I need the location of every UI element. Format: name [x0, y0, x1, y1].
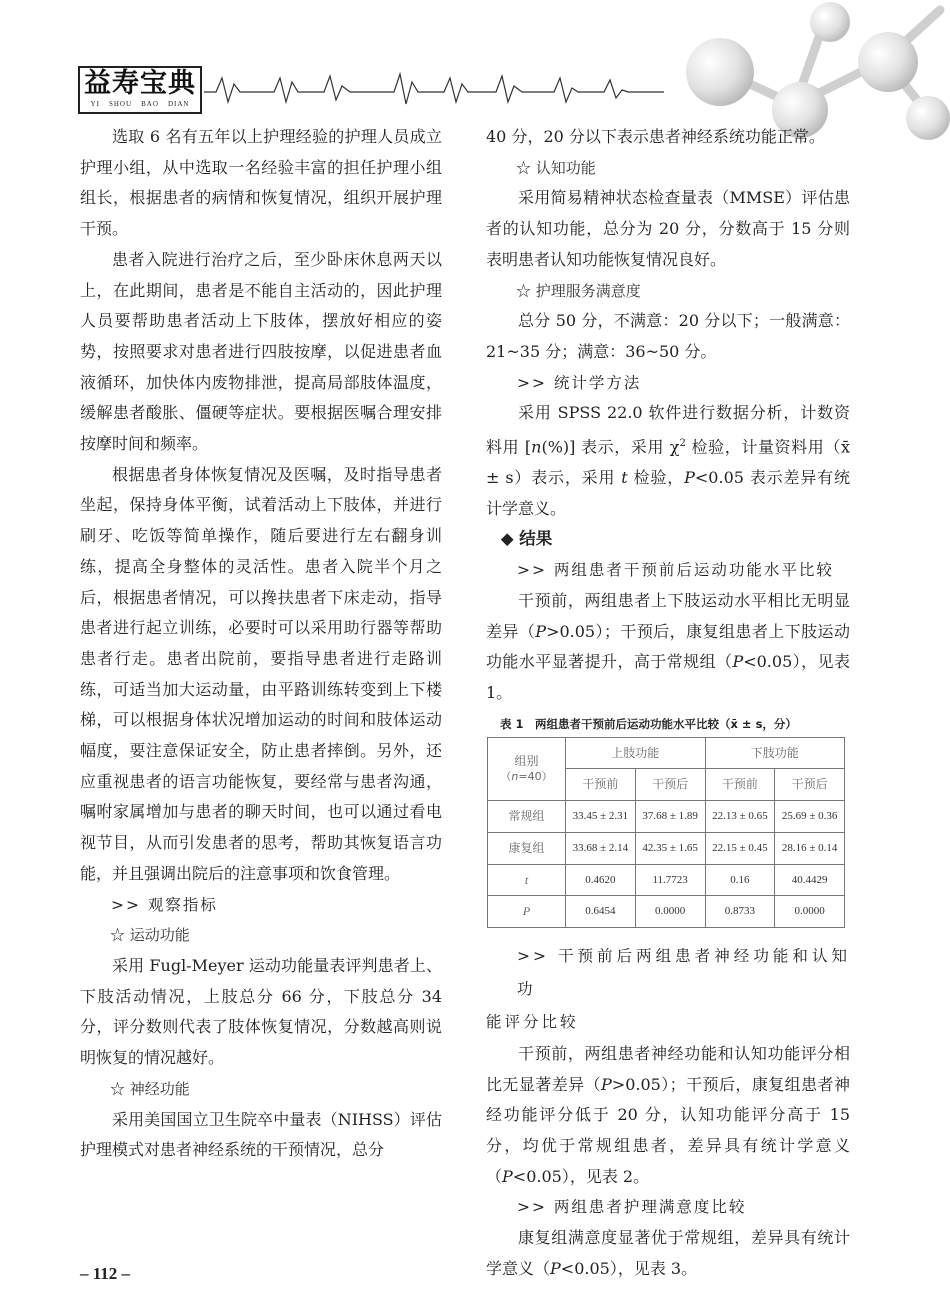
- table-row-label: 康复组: [488, 832, 566, 864]
- table-row: [488, 801, 845, 833]
- table-row-label: 常规组: [488, 801, 566, 833]
- table-header-after: 干预后: [635, 769, 705, 801]
- subheading-motor-function: ☆ 运动功能: [110, 926, 190, 945]
- table-header-lower-limb: 下肢功能: [705, 737, 845, 769]
- table-row-label: t: [488, 864, 566, 896]
- table-cell: 33.45 ± 2.31: [566, 801, 636, 833]
- pinyin-syllable: YI: [90, 100, 100, 108]
- header-wave-line: [204, 68, 664, 108]
- paragraph: 患者入院进行治疗之后，至少卧床休息两天以上，在此期间，患者是不能自主活动的，因此护理人员要帮助患者活动上下肢体，摆放好相应的姿势，按照要求对患者进行四肢按摩，以促进患者血液循环，加快体内废物排泄，提高局部肢体温度，缓解患者酸胀、僵硬等症状。要根据医嘱合理安排按摩时间和频率。: [80, 249, 442, 454]
- journal-logo-title: 益寿宝典: [84, 68, 196, 99]
- table-cell: 22.15 ± 0.45: [705, 832, 775, 864]
- table-header-group: 组别 （n=40）: [488, 737, 566, 800]
- table-cell: 22.13 ± 0.65: [705, 801, 775, 833]
- paragraph: 总分 50 分，不满意：20 分以下；一般满意：21~35 分；满意：36~50 分。: [486, 311, 850, 361]
- section-heading-motor-comparison: >> 两组患者干预前后运动功能水平比较: [517, 561, 834, 580]
- table-cell: 25.69 ± 0.36: [775, 801, 845, 833]
- table-row: [488, 896, 845, 928]
- page-number: – 112 –: [80, 1264, 131, 1283]
- table-row: [488, 832, 845, 864]
- table-cell: 33.68 ± 2.14: [566, 832, 636, 864]
- paragraph-motor-results: 干预前，两组患者上下肢运动水平相比无明显差异（P>0.05）；干预后，康复组患者上下肢运动功能水平显著提升，高于常规组（P<0.05），见表 1。: [486, 590, 850, 702]
- paragraph: 选取 6 名有五年以上护理经验的护理人员成立护理小组，从中选取一名经验丰富的担任护理小组组长，根据患者的病情和恢复情况，组织开展护理干预。: [80, 127, 442, 239]
- section-heading-observation: >> 观察指标: [111, 895, 218, 914]
- table-cell: 11.7723: [635, 864, 705, 896]
- pinyin-syllable: SHOU: [108, 100, 133, 108]
- table-cell: 0.16: [705, 864, 775, 896]
- table-cell: 0.8733: [705, 896, 775, 928]
- subheading-neuro-function: ☆ 神经功能: [110, 1079, 190, 1098]
- paragraph-satisfaction-results: 康复组满意度显著优于常规组，差异具有统计学意义（P<0.05），见表 3。: [486, 1228, 850, 1278]
- journal-logo: [78, 66, 202, 114]
- table-header-upper-limb: 上肢功能: [566, 737, 706, 769]
- table-cell: 42.35 ± 1.65: [635, 832, 705, 864]
- paragraph: 采用 Fugl-Meyer 运动功能量表评判患者上、下肢活动情况，上肢总分 66 分，下肢总分 34 分，评分数则代表了肢体恢复情况，分数越高则说明恢复的情况越好。: [80, 955, 442, 1068]
- subheading-satisfaction: ☆ 护理服务满意度: [516, 281, 641, 300]
- table-cell: 0.0000: [635, 896, 705, 928]
- table-cell: 28.16 ± 0.14: [775, 832, 845, 864]
- paragraph-neuro-results: 干预前，两组患者神经功能和认知功能评分相比无显著差异（P>0.05）；干预后，康复组患者神经功能评分低于 20 分，认知功能评分高于 15 分，均优于常规组患者，差异具有统计学意义（P<0.05），见表 2。: [486, 1043, 850, 1186]
- table-motor-function: [487, 737, 845, 928]
- table-header-after: 干预后: [775, 769, 845, 801]
- table-cell: 0.4620: [566, 864, 636, 896]
- table-caption: 表 1 两组患者干预前后运动功能水平比较（x̄ ± s，分）: [500, 716, 797, 731]
- table-row-label: P: [488, 896, 566, 928]
- paragraph: 40 分，20 分以下表示患者神经系统功能正常。: [486, 127, 825, 146]
- paragraph: 采用美国国立卫生院卒中量表（NIHSS）评估护理模式对患者神经系统的干预情况，总分: [80, 1109, 442, 1160]
- section-heading-statistics: >> 统计学方法: [517, 373, 642, 392]
- table-cell: 0.0000: [775, 896, 845, 928]
- table-cell: 40.4429: [775, 864, 845, 896]
- section-heading-satisfaction-comparison: >> 两组患者护理满意度比较: [517, 1198, 747, 1217]
- paragraph: 根据患者身体恢复情况及医嘱，及时指导患者坐起，保持身体平衡，试着活动上下肢体，并进行刷牙、吃饭等简单操作，随后要进行左右翻身训练，提高全身整体的灵活性。患者入院半个月之后，根据患者情况，可以搀扶患者下床走动，指导患者进行起立训练，必要时可以采用助行器等帮助患者行走。患者出院前，要指导患者进行走路训练，可适当加大运动量，由平路训练转变到上下楼梯，可以根据身体状况增加运动的时间和肢体运动幅度，要注意保证安全，防止患者摔倒。另外，还应重视患者的语言功能恢复，要经常与患者沟通，嘱咐家属增加与患者的聊天时间，也可以通过看电视节目，从而引发患者的思考，帮助其恢复语言功能，并且强调出院后的注意事项和饮食管理。: [80, 464, 442, 883]
- paragraph: 采用简易精神状态检查量表（MMSE）评估患者的认知功能，总分为 20 分，分数高于 15 分则表明患者认知功能恢复情况良好。: [486, 188, 850, 269]
- results-heading: ◆ 结果: [500, 529, 553, 549]
- right-column: [486, 122, 850, 1285]
- left-column: [80, 122, 442, 1166]
- table-header-before: 干预前: [566, 769, 636, 801]
- table-row: [488, 864, 845, 896]
- subheading-cognitive-function: ☆ 认知功能: [516, 158, 596, 177]
- pinyin-syllable: BAO: [141, 100, 159, 108]
- table-cell: 0.6454: [566, 896, 636, 928]
- journal-logo-pinyin: [80, 100, 200, 108]
- table-cell: 37.68 ± 1.89: [635, 801, 705, 833]
- section-heading-neuro-cognitive-comparison: >> 干预前后两组患者神经功能和认知功 能评分比较: [486, 946, 850, 1031]
- paragraph-statistics: 采用 SPSS 22.0 软件进行数据分析，计数资料用 [n(%)] 表示，采用 $\chi^2$ 检验，计量资料用（x̄ ± s）表示，采用 t 检验，P<0.05 表示差异有统计学意义。: [486, 403, 850, 518]
- pinyin-syllable: DIAN: [167, 100, 190, 108]
- table-header-before: 干预前: [705, 769, 775, 801]
